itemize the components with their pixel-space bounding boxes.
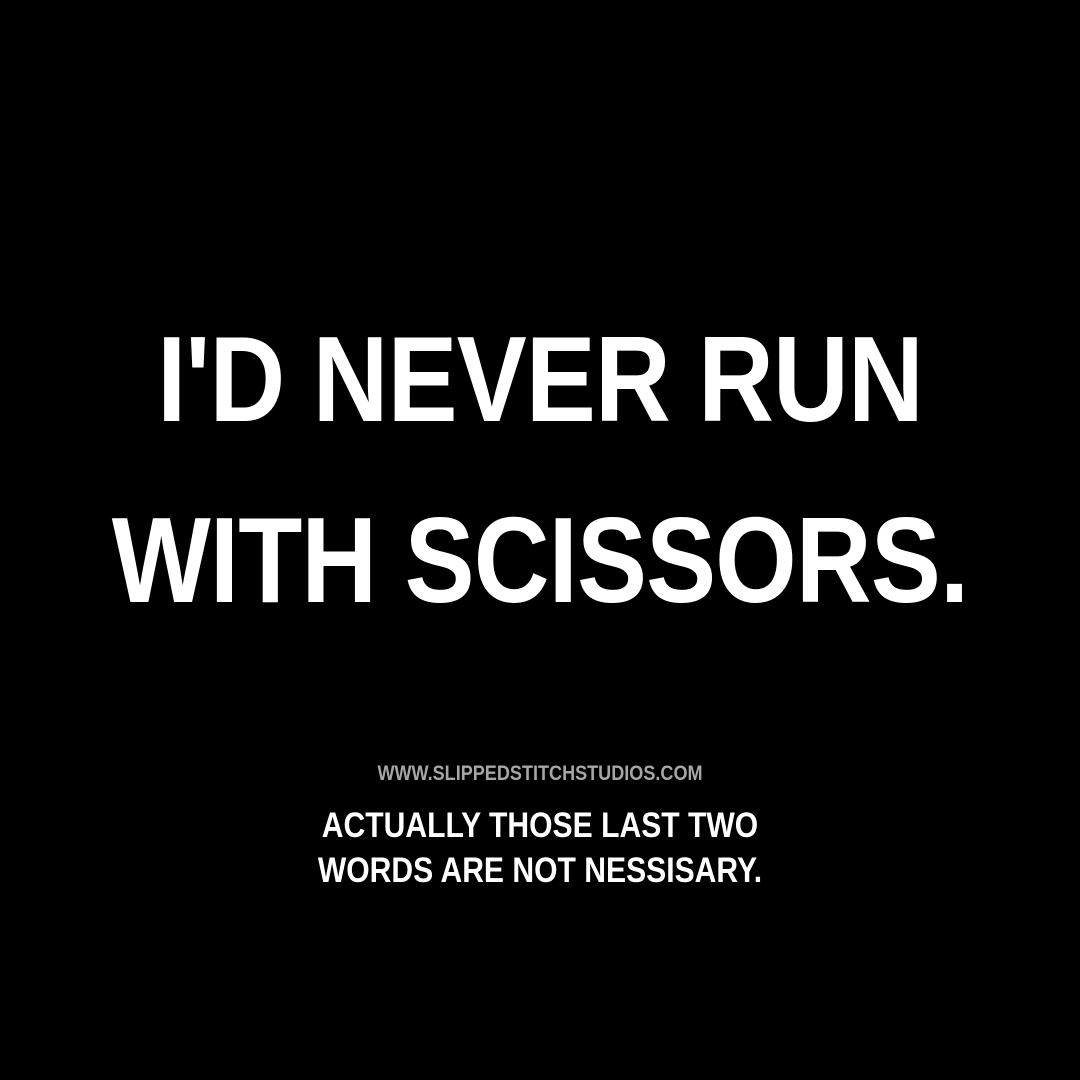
punchline-line-2: WORDS ARE NOT NESSISARY. [317,851,763,890]
headline-line-2: WITH SCISSORS. [111,492,969,628]
punchline-line-1: ACTUALLY THOSE LAST TWO [321,806,759,845]
website-credit: WWW.SLIPPEDSTITCHSTUDIOS.COM [377,762,703,785]
headline-line-1: I'D NEVER RUN [157,311,923,447]
